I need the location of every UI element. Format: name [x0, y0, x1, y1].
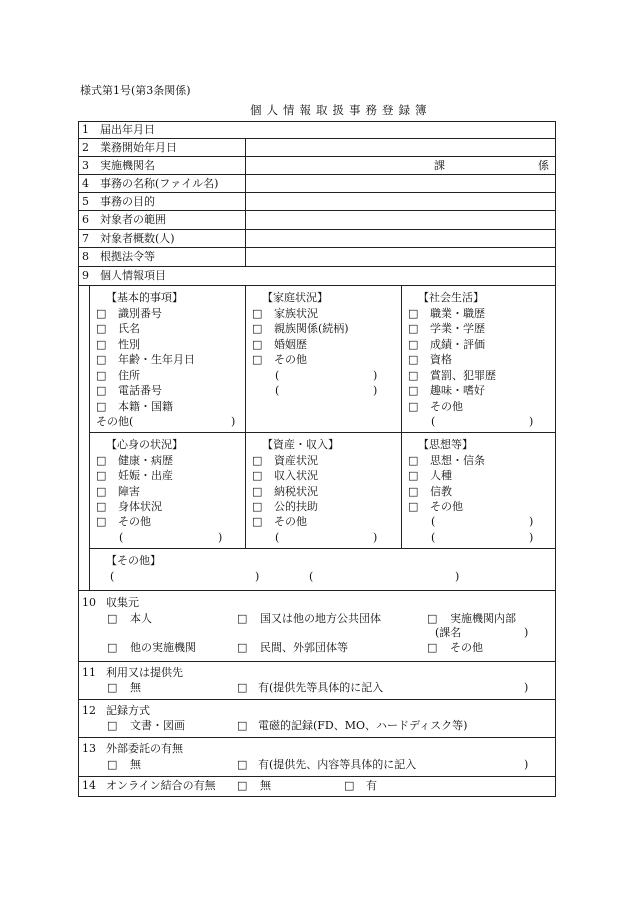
option-label: 有 — [366, 779, 377, 792]
row-number: 1 — [82, 123, 89, 136]
item-label: 識別番号 — [118, 307, 162, 320]
form-number: 様式第1号(第3条関係) — [80, 84, 191, 97]
paren-open: ( — [119, 531, 124, 544]
paren-close: ) — [524, 626, 529, 639]
checkbox[interactable]: □ — [252, 515, 263, 528]
paren-close: ) — [524, 758, 529, 771]
item-label: 収入状況 — [274, 469, 318, 482]
row-label: 対象者概数(人) — [100, 232, 175, 245]
checkbox[interactable]: □ — [96, 500, 107, 513]
item-label: 性別 — [118, 338, 140, 351]
checkbox[interactable]: □ — [237, 612, 248, 625]
paren-open: ( — [431, 531, 436, 544]
row-number: 13 — [82, 742, 96, 755]
option-label: 他の実施機関 — [130, 641, 196, 654]
category-title: 【その他】 — [106, 554, 161, 567]
row-label: 対象者の範囲 — [100, 213, 166, 226]
row-label: 業務開始年月日 — [100, 141, 177, 154]
category-title: 【家庭状況】 — [262, 291, 328, 304]
item-label: 身体状況 — [118, 500, 162, 513]
paren-open: ( — [309, 570, 314, 583]
row-label: 収集元 — [106, 596, 139, 609]
item-label: 人種 — [430, 469, 452, 482]
row-label: 事務の目的 — [100, 195, 155, 208]
item-label: 学業・学歴 — [430, 322, 485, 335]
row-number: 9 — [82, 269, 89, 282]
item-label: 職業・職歴 — [430, 307, 485, 320]
checkbox[interactable]: □ — [408, 369, 419, 382]
checkbox[interactable]: □ — [96, 338, 107, 351]
item-label: その他 — [430, 400, 463, 413]
kakari-label: 係 — [538, 159, 549, 172]
item-label: 納税状況 — [274, 485, 318, 498]
paren-close: ) — [529, 515, 534, 528]
paren-close: ) — [373, 531, 378, 544]
checkbox[interactable]: □ — [107, 681, 118, 694]
option-label: 有(提供先、内容等具体的に記入 — [258, 758, 417, 771]
paren-open: ( — [275, 384, 280, 397]
checkbox[interactable]: □ — [96, 485, 107, 498]
item-label: 氏名 — [118, 322, 140, 335]
checkbox[interactable]: □ — [252, 469, 263, 482]
paren-close: ) — [529, 531, 534, 544]
row-number: 11 — [82, 666, 96, 679]
checkbox[interactable]: □ — [96, 353, 107, 366]
item-label: 電話番号 — [118, 384, 162, 397]
paren-open: ( — [275, 369, 280, 382]
item-label: その他 — [430, 500, 463, 513]
checkbox[interactable]: □ — [252, 485, 263, 498]
option-label: 実施機関内部 — [450, 612, 516, 625]
item-label: 本籍・国籍 — [118, 400, 173, 413]
row-number: 5 — [82, 195, 89, 208]
row-label: 記録方式 — [106, 704, 150, 717]
item-label: 成績・評価 — [430, 338, 485, 351]
category-title: 【思想等】 — [418, 438, 473, 451]
checkbox[interactable]: □ — [96, 400, 107, 413]
paren-close: ) — [373, 369, 378, 382]
item-label: 住所 — [118, 369, 140, 382]
paren-close: ) — [218, 531, 223, 544]
item-label: 信教 — [430, 485, 452, 498]
checkbox[interactable]: □ — [344, 779, 355, 792]
checkbox[interactable]: □ — [427, 612, 438, 625]
row-number: 2 — [82, 141, 89, 154]
item-label: 思想・信条 — [430, 454, 485, 467]
item-label: その他 — [118, 515, 151, 528]
option-label: 民間、外郭団体等 — [260, 641, 348, 654]
row-label: 届出年月日 — [100, 123, 155, 136]
checkbox[interactable]: □ — [96, 369, 107, 382]
option-label: 本人 — [130, 612, 152, 625]
paren-close: ) — [524, 681, 529, 694]
item-label: 健康・病歴 — [118, 454, 173, 467]
checkbox[interactable]: □ — [252, 454, 263, 467]
item-label: 妊娠・出産 — [118, 469, 173, 482]
item-label: 婚姻歴 — [274, 338, 307, 351]
option-label: その他 — [450, 641, 483, 654]
dept-name: (課名 — [435, 626, 462, 639]
item-label: 親族関係(続柄) — [274, 322, 349, 335]
row-number: 8 — [82, 250, 89, 263]
row-label: 利用又は提供先 — [106, 666, 183, 679]
row-label: 実施機関名 — [100, 159, 155, 172]
paren-open: ( — [431, 515, 436, 528]
checkbox[interactable]: □ — [408, 384, 419, 397]
checkbox[interactable]: □ — [107, 758, 118, 771]
row-number: 10 — [82, 596, 96, 609]
checkbox[interactable]: □ — [408, 400, 419, 413]
checkbox[interactable]: □ — [408, 485, 419, 498]
checkbox[interactable]: □ — [237, 779, 248, 792]
option-label: 無 — [130, 758, 141, 771]
paren-open: ( — [275, 531, 280, 544]
item-label: 資産状況 — [274, 454, 318, 467]
checkbox[interactable]: □ — [107, 719, 118, 732]
item-label: その他 — [274, 353, 307, 366]
checkbox[interactable]: □ — [408, 454, 419, 467]
category-title: 【資産・収入】 — [262, 438, 339, 451]
row-label: 個人情報項目 — [100, 269, 166, 282]
category-title: 【社会生活】 — [418, 291, 484, 304]
checkbox[interactable]: □ — [96, 454, 107, 467]
checkbox[interactable]: □ — [107, 612, 118, 625]
option-label: 無 — [260, 779, 271, 792]
checkbox[interactable]: □ — [252, 322, 263, 335]
other-label: その他( — [96, 415, 134, 428]
row-number: 6 — [82, 213, 89, 226]
checkbox[interactable]: □ — [408, 469, 419, 482]
checkbox[interactable]: □ — [107, 641, 118, 654]
checkbox[interactable]: □ — [252, 307, 263, 320]
item-label: 資格 — [430, 353, 452, 366]
paren-close: ) — [529, 415, 534, 428]
option-label: 文書・図画 — [130, 719, 185, 732]
item-label: 年齢・生年月日 — [118, 353, 195, 366]
checkbox[interactable]: □ — [237, 641, 248, 654]
checkbox[interactable]: □ — [96, 307, 107, 320]
item-label: 公的扶助 — [274, 500, 318, 513]
checkbox[interactable]: □ — [427, 641, 438, 654]
checkbox[interactable]: □ — [408, 500, 419, 513]
row-label: オンライン結合の有無 — [106, 779, 216, 792]
row-number: 14 — [82, 779, 96, 792]
row-number: 7 — [82, 232, 89, 245]
item-label: 趣味・嗜好 — [430, 384, 485, 397]
option-label: 国又は他の地方公共団体 — [260, 612, 381, 625]
item-label: その他 — [274, 515, 307, 528]
checkbox[interactable]: □ — [96, 384, 107, 397]
row-label: 外部委託の有無 — [106, 742, 183, 755]
checkbox[interactable]: □ — [96, 322, 107, 335]
category-title: 【基本的事項】 — [106, 291, 183, 304]
item-label: 障害 — [118, 485, 140, 498]
option-label: 有(提供先等具体的に記入 — [258, 681, 384, 694]
paren-close: ) — [455, 570, 460, 583]
item-label: 家族状況 — [274, 307, 318, 320]
checkbox[interactable]: □ — [252, 500, 263, 513]
row-label: 根拠法令等 — [100, 250, 155, 263]
checkbox[interactable]: □ — [237, 719, 248, 732]
checkbox[interactable]: □ — [408, 322, 419, 335]
checkbox[interactable]: □ — [237, 681, 248, 694]
ka-label: 課 — [434, 159, 445, 172]
row-label: 事務の名称(ファイル名) — [100, 177, 219, 190]
checkbox[interactable]: □ — [96, 515, 107, 528]
checkbox[interactable]: □ — [408, 307, 419, 320]
paren-close: ) — [231, 415, 236, 428]
row-number: 4 — [82, 177, 89, 190]
row-number: 3 — [82, 159, 89, 172]
checkbox[interactable]: □ — [237, 758, 248, 771]
category-title: 【心身の状況】 — [106, 438, 183, 451]
checkbox[interactable]: □ — [96, 469, 107, 482]
page-title: 個人情報取扱事務登録簿 — [250, 103, 432, 117]
checkbox[interactable]: □ — [408, 353, 419, 366]
row-number: 12 — [82, 704, 96, 717]
option-label: 無 — [130, 681, 141, 694]
checkbox[interactable]: □ — [252, 338, 263, 351]
checkbox[interactable]: □ — [408, 338, 419, 351]
checkbox[interactable]: □ — [252, 353, 263, 366]
paren-close: ) — [373, 384, 378, 397]
paren-open: ( — [110, 570, 115, 583]
item-label: 賞罰、犯罪歴 — [430, 369, 496, 382]
paren-open: ( — [431, 415, 436, 428]
paren-close: ) — [255, 570, 260, 583]
option-label: 電磁的記録(FD、MO、ハードディスク等) — [258, 719, 468, 732]
